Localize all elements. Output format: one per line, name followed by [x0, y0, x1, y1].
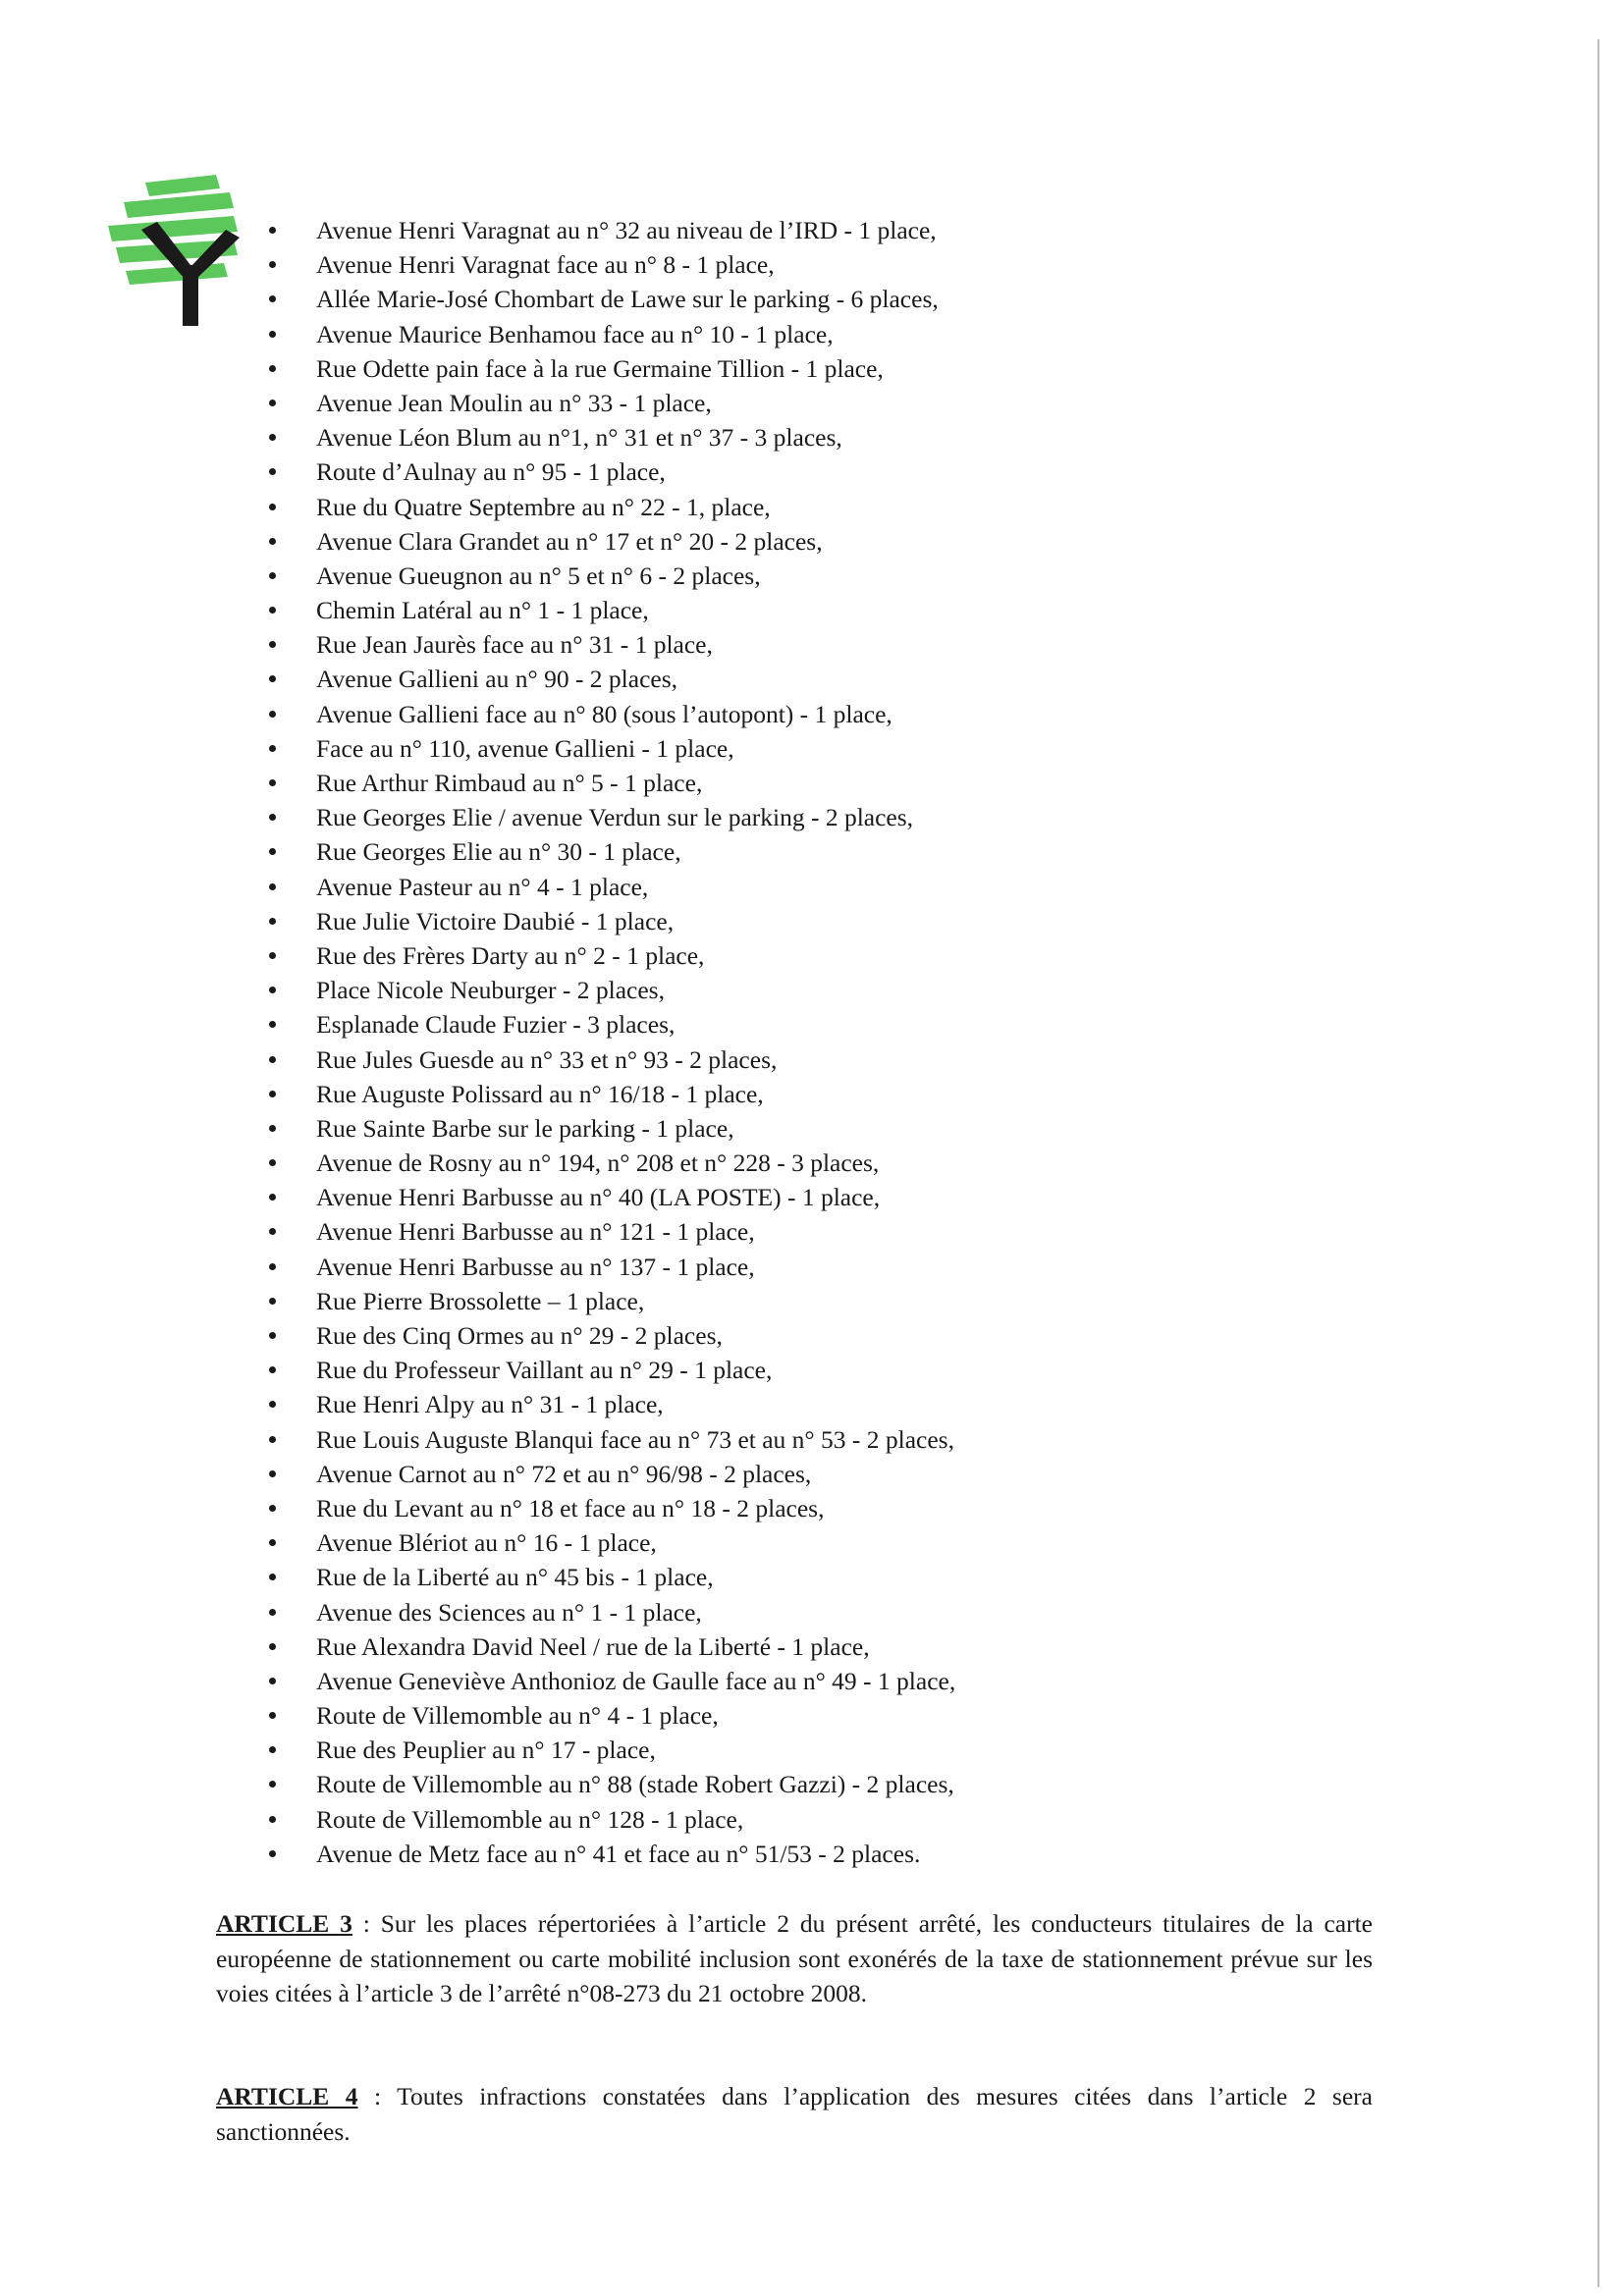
page-edge-line [1597, 39, 1599, 2287]
tree-logo-icon [106, 169, 283, 326]
list-item [257, 1629, 955, 1664]
bullet-icon [269, 1159, 276, 1166]
list-item [257, 1698, 955, 1733]
list-item [257, 490, 955, 524]
list-item [257, 1007, 955, 1041]
bullet-icon [269, 1228, 276, 1235]
list-item [257, 213, 955, 247]
list-item [257, 870, 955, 904]
bullet-icon [269, 1781, 276, 1788]
list-item-text: Chemin Latéral au n° 1 - 1 place, [316, 596, 649, 625]
bullet-icon [269, 295, 276, 302]
bullet-icon [269, 1539, 276, 1546]
list-item [257, 351, 955, 386]
list-item-text: Avenue Léon Blum au n°1, n° 31 et n° 37 - 3 places, [316, 423, 842, 453]
list-item [257, 1250, 955, 1284]
list-item-text: Avenue de Metz face au n° 41 et face au n° 51/53 - 2 places. [316, 1839, 921, 1868]
list-item-text: Route de Villemomble au n° 88 (stade Robert Gazzi) - 2 places, [316, 1770, 954, 1799]
bullet-icon [269, 504, 276, 510]
bullet-icon [269, 607, 276, 614]
list-item-text: Rue des Cinq Ormes au n° 29 - 2 places, [316, 1321, 723, 1350]
list-item [257, 1318, 955, 1353]
list-item-text: Allée Marie-José Chombart de Lawe sur le parking - 6 places, [316, 285, 939, 314]
bullet-icon [269, 1746, 276, 1753]
list-item-text: Rue Georges Elie / avenue Verdun sur le parking - 2 places, [316, 803, 914, 832]
list-item [257, 420, 955, 454]
list-item-text: Rue Jules Guesde au n° 33 et n° 93 - 2 places, [316, 1044, 778, 1074]
list-item [257, 1180, 955, 1214]
list-item [257, 1457, 955, 1491]
list-item-text: Rue Jean Jaurès face au n° 31 - 1 place, [316, 630, 713, 660]
list-item [257, 1042, 955, 1077]
bullet-icon [269, 779, 276, 786]
list-item [257, 1525, 955, 1560]
list-item [257, 938, 955, 973]
bullet-icon [269, 1263, 276, 1270]
list-item [257, 1422, 955, 1457]
bullet-icon [269, 1712, 276, 1719]
list-item-text: Avenue de Rosny au n° 194, n° 208 et n° 228 - 3 places, [316, 1148, 880, 1178]
list-item-text: Rue Odette pain face à la rue Germaine Tillion - 1 place, [316, 353, 884, 383]
list-item-text: Rue du Professeur Vaillant au n° 29 - 1 place, [316, 1356, 773, 1385]
list-item-text: Rue de la Liberté au n° 45 bis - 1 place, [316, 1563, 714, 1592]
list-item-text: Avenue Henri Barbusse au n° 121 - 1 place, [316, 1217, 755, 1247]
list-item-text: Avenue Blériot au n° 16 - 1 place, [316, 1528, 657, 1558]
bullet-icon [269, 952, 276, 959]
list-item [257, 559, 955, 593]
bullet-icon [269, 1816, 276, 1823]
bullet-icon [269, 1401, 276, 1408]
list-item [257, 1284, 955, 1318]
bullet-icon [269, 641, 276, 648]
bullet-icon [269, 1643, 276, 1650]
list-item [257, 731, 955, 766]
list-item-text: Avenue Gueugnon au n° 5 et n° 6 - 2 places, [316, 561, 761, 590]
bullet-icon [269, 883, 276, 890]
list-item [257, 1387, 955, 1421]
list-item [257, 1491, 955, 1525]
list-item [257, 1767, 955, 1801]
list-item-text: Route de Villemomble au n° 128 - 1 place, [316, 1804, 744, 1834]
list-item-text: Avenue Henri Varagnat face au n° 8 - 1 place, [316, 250, 775, 280]
article-3-text: : Sur les places répertoriées à l’article 2 du présent arrêté, les conducteurs titulaires de la carte européenne de stationnement ou carte mobilité inclusion sont exonérés de la taxe de stationnement prévue sur les voies citées à l’article 3 de l’arrêté n°08-273 du 21 octobre 2008. [216, 1909, 1373, 2007]
bullet-icon [269, 1366, 276, 1373]
list-item-text: Avenue Maurice Benhamou face au n° 10 - 1 place, [316, 319, 834, 348]
list-item-text: Avenue Henri Varagnat au n° 32 au niveau de l’IRD - 1 place, [316, 216, 937, 244]
list-item-text: Rue des Frères Darty au n° 2 - 1 place, [316, 940, 705, 970]
list-item [257, 524, 955, 559]
list-item [257, 1837, 955, 1871]
list-item [257, 1146, 955, 1180]
list-item [257, 454, 955, 489]
bullet-icon [269, 987, 276, 993]
list-item-text: Rue Julie Victoire Daubié - 1 place, [316, 906, 675, 935]
list-item [257, 800, 955, 834]
list-item [257, 1353, 955, 1387]
list-item [257, 697, 955, 731]
list-item [257, 1595, 955, 1629]
article-4-paragraph [216, 2079, 1373, 2149]
bullet-icon [269, 1298, 276, 1305]
list-item-text: Route de Villemomble au n° 4 - 1 place, [316, 1701, 719, 1731]
list-item [257, 1214, 955, 1249]
list-item [257, 317, 955, 351]
list-item [257, 1664, 955, 1698]
list-item-text: Avenue Carnot au n° 72 et au n° 96/98 - 2 places, [316, 1459, 812, 1488]
list-item [257, 282, 955, 316]
list-item [257, 627, 955, 662]
list-item-text: Avenue Clara Grandet au n° 17 et n° 20 - 2 places, [316, 526, 823, 556]
article-3-paragraph [216, 1906, 1373, 2011]
list-item-text: Avenue Gallieni face au n° 80 (sous l’autopont) - 1 place, [316, 699, 893, 728]
bullet-icon [269, 675, 276, 682]
article-4-text: : Toutes infractions constatées dans l’application des mesures citées dans l’article 2 sera sanctionnées. [216, 2082, 1373, 2146]
parking-places-list [257, 213, 955, 1871]
bullet-icon [269, 1436, 276, 1443]
list-item-text: Avenue des Sciences au n° 1 - 1 place, [316, 1597, 702, 1627]
list-item-text: Rue Alexandra David Neel / rue de la Liberté - 1 place, [316, 1631, 870, 1661]
list-item-text: Rue des Peuplier au n° 17 - place, [316, 1735, 656, 1765]
list-item-text: Esplanade Claude Fuzier - 3 places, [316, 1010, 676, 1040]
bullet-icon [269, 918, 276, 925]
list-item [257, 1111, 955, 1146]
list-item-text: Rue du Levant au n° 18 et face au n° 18 - 2 places, [316, 1493, 825, 1522]
bullet-icon [269, 365, 276, 372]
bullet-icon [269, 814, 276, 821]
list-item [257, 662, 955, 696]
list-item [257, 834, 955, 869]
list-item [257, 247, 955, 282]
list-item-text: Rue Georges Elie au n° 30 - 1 place, [316, 837, 681, 867]
list-item [257, 386, 955, 420]
list-item-text: Rue Auguste Polissard au n° 16/18 - 1 place, [316, 1079, 764, 1108]
list-item-text: Rue Louis Auguste Blanqui face au n° 73 et au n° 53 - 2 places, [316, 1424, 954, 1454]
list-item-text: Avenue Gallieni au n° 90 - 2 places, [316, 665, 678, 694]
list-item-text: Rue Pierre Brossolette – 1 place, [316, 1286, 645, 1315]
list-item [257, 1733, 955, 1767]
list-item-text: Avenue Pasteur au n° 4 - 1 place, [316, 872, 649, 901]
bullet-icon [269, 1194, 276, 1201]
list-item [257, 904, 955, 938]
list-item-text: Avenue Jean Moulin au n° 33 - 1 place, [316, 388, 712, 417]
list-item-text: Route d’Aulnay au n° 95 - 1 place, [316, 457, 666, 487]
list-item-text: Avenue Henri Barbusse au n° 40 (LA POSTE) - 1 place, [316, 1183, 881, 1212]
bullet-icon [269, 1574, 276, 1580]
bullet-icon [269, 1850, 276, 1857]
bullet-icon [269, 468, 276, 475]
list-item [257, 1560, 955, 1594]
list-item-text: Place Nicole Neuburger - 2 places, [316, 976, 665, 1005]
bullet-icon [269, 1332, 276, 1339]
bullet-icon [269, 1470, 276, 1477]
bullet-icon [269, 1678, 276, 1684]
bullet-icon [269, 1091, 276, 1097]
article-4-label: ARTICLE 4 [216, 2082, 358, 2110]
list-item-text: Rue Henri Alpy au n° 31 - 1 place, [316, 1390, 664, 1419]
list-item-text: Rue Arthur Rimbaud au n° 5 - 1 place, [316, 769, 703, 797]
bullet-icon [269, 745, 276, 752]
list-item [257, 1077, 955, 1111]
bullet-icon [269, 434, 276, 441]
article-3-label: ARTICLE 3 [216, 1909, 352, 1938]
bullet-icon [269, 711, 276, 718]
list-item-text: Rue du Quatre Septembre au n° 22 - 1, place, [316, 492, 771, 521]
bullet-icon [269, 848, 276, 855]
list-item-text: Avenue Geneviève Anthonioz de Gaulle face au n° 49 - 1 place, [316, 1666, 956, 1695]
list-item-text: Rue Sainte Barbe sur le parking - 1 place, [316, 1113, 734, 1143]
list-item [257, 766, 955, 800]
bullet-icon [269, 1609, 276, 1616]
bullet-icon [269, 538, 276, 545]
bullet-icon [269, 227, 276, 234]
list-item [257, 593, 955, 627]
bullet-icon [269, 1125, 276, 1132]
bullet-icon [269, 572, 276, 579]
bullet-icon [269, 1021, 276, 1028]
bullet-icon [269, 331, 276, 338]
bullet-icon [269, 400, 276, 406]
list-item [257, 1802, 955, 1837]
bullet-icon [269, 261, 276, 268]
list-item-text: Face au n° 110, avenue Gallieni - 1 place, [316, 733, 734, 763]
list-item-text: Avenue Henri Barbusse au n° 137 - 1 place, [316, 1252, 755, 1281]
list-item [257, 973, 955, 1007]
bullet-icon [269, 1505, 276, 1512]
bullet-icon [269, 1056, 276, 1063]
